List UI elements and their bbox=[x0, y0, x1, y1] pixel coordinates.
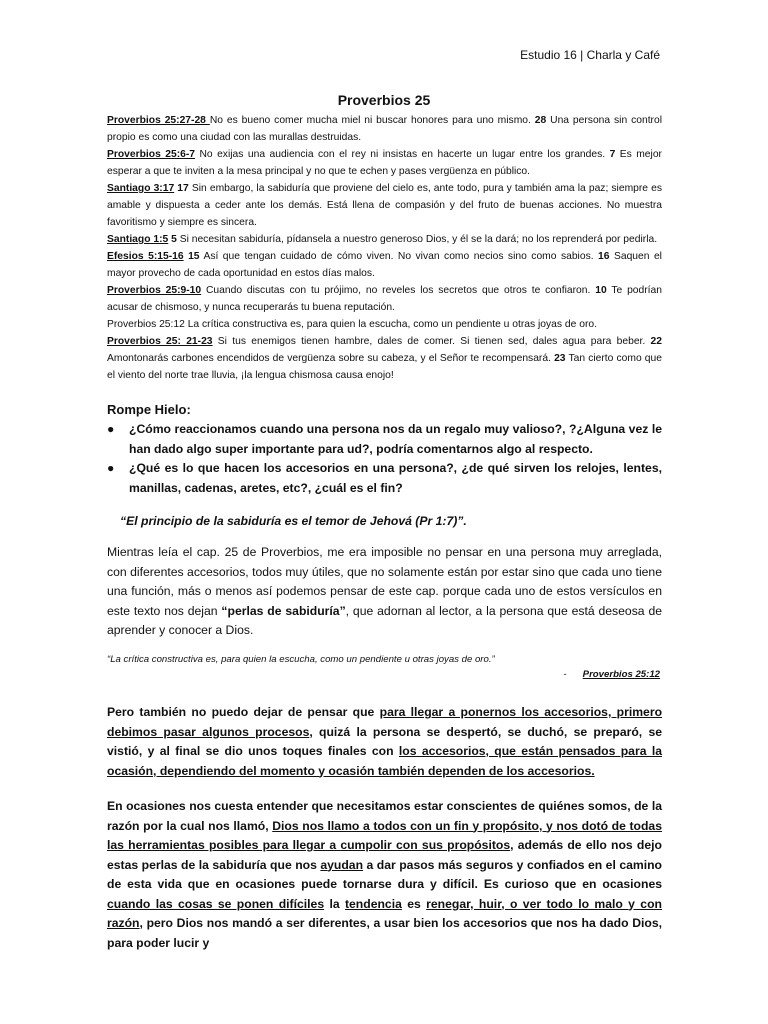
verse-text: Tan cierto como que el viento del norte trae lluvia, ¡la lengua chismosa causa enojo! bbox=[107, 353, 662, 381]
quote-citation bbox=[563, 669, 660, 680]
underlined-text: tendencia bbox=[344, 896, 402, 911]
verse-entry bbox=[107, 282, 662, 316]
verse-text: Sin embargo, la sabiduría que proviene del cielo es, ante todo, pura y también ama la paz; siempre es amable y dispuesta a ceder ante los demás. Está llena de compasión y del fruto de buenas acciones. No muestra favoritismo y siempre es sincera. bbox=[107, 183, 662, 228]
text-run: En ocasiones nos cuesta entender que necesitamos estar conscientes de quiénes somos, de la razón por la cual nos llamó, bbox=[107, 799, 662, 833]
verse-number: 22 bbox=[650, 336, 663, 347]
verse-reference: Proverbios 25:27-28 bbox=[107, 115, 210, 126]
verse-number: 10 bbox=[595, 285, 607, 296]
bullet-icon: ● bbox=[107, 461, 115, 475]
verse-text: Cuando discutas con tu prójimo, no reveles los secretos que otros te confiaron. bbox=[201, 285, 596, 296]
verse-number: 23 bbox=[554, 353, 566, 364]
text-run: es bbox=[401, 896, 427, 911]
underlined-text: cuando las cosas se ponen difíciles bbox=[107, 896, 325, 911]
verse-number: 17 bbox=[177, 183, 189, 194]
underlined-text: ayudan bbox=[320, 857, 364, 872]
underlined-text: Dios nos llamo a todos con un fin y propósito, y nos dotó de todas las herramientas posibles para llegar a cumpolir con sus propósitos bbox=[107, 818, 662, 852]
verse-reference: Santiago 3:17 bbox=[107, 183, 175, 194]
verse-number: 28 bbox=[534, 115, 547, 126]
paragraph-processes bbox=[107, 703, 662, 781]
verse-text: Proverbios 25:12 La crítica constructiva es, para quien la escucha, como un pendiente u otras joyas de oro. bbox=[107, 319, 597, 330]
page-header: Estudio 16 | Charla y Café bbox=[520, 48, 660, 62]
underlined-text: para llegar a ponernos los accesorios, primero debimos pasar algunos procesos bbox=[107, 705, 663, 739]
text-run: , además de ello nos dejo estas perlas de la sabiduría que nos bbox=[107, 838, 662, 872]
paragraph-intro bbox=[107, 543, 662, 641]
verse-text: Amontonarás carbones encendidos de vergüenza sobre su cabeza, y el Señor te recompensará. bbox=[107, 353, 555, 364]
bullet-icon: ● bbox=[107, 422, 115, 436]
verse-list bbox=[107, 112, 662, 384]
verse-text: Te podrían acusar de chismoso, y nunca recuperarás tu buena reputación. bbox=[107, 285, 662, 313]
verse-number: 5 bbox=[171, 234, 177, 245]
underlined-text: los accesorios, que están pensados para la ocasión, dependiendo del momento y ocasión también dependen de los accesorios. bbox=[107, 744, 662, 778]
verse-text: No exijas una audiencia con el rey ni insistas en hacerte un lugar entre los grandes. bbox=[195, 149, 610, 160]
verse-text: Así que tengan cuidado de cómo viven. No vivan como necios sino como sabios. bbox=[199, 251, 599, 262]
main-quote: “El principio de la sabiduría es el temor de Jehová (Pr 1:7)”. bbox=[120, 514, 467, 528]
underlined-text: renegar, huir, o ver todo lo malo y con razón bbox=[107, 896, 662, 930]
list-item bbox=[107, 420, 662, 459]
list-item bbox=[107, 459, 662, 498]
citation-reference: Proverbios 25:12 bbox=[582, 669, 660, 680]
verse-entry bbox=[107, 180, 662, 231]
text-run: Mientras leía el cap. 25 de Proverbios, me era imposible no pensar en una persona muy arreglada, con diferentes accesorios, todos muy útiles, que no solamente están por estar sino que cada uno tiene una función, más o menos así podemos pensar de este cap. porque cada uno de estos versículos en este texto nos dejan bbox=[107, 545, 662, 618]
proverb-quote: “La crítica constructiva es, para quien la escucha, como un pendiente u otras joyas de oro.” bbox=[107, 654, 495, 665]
verse-entry bbox=[107, 231, 662, 248]
verse-entry bbox=[107, 248, 662, 282]
verse-entry bbox=[107, 316, 662, 333]
text-run: Pero también no puedo dejar de pensar que bbox=[107, 705, 380, 719]
verse-text: Saquen el mayor provecho de cada oportunidad en estos días malos. bbox=[107, 251, 662, 279]
text-run: , que adornan al lector, a la persona que está deseosa de aprender y conocer a Dios. bbox=[107, 603, 662, 637]
verse-entry bbox=[107, 333, 662, 384]
verse-entry bbox=[107, 146, 662, 180]
verse-text: No es bueno comer mucha miel ni buscar honores para uno mismo. bbox=[209, 115, 535, 126]
text-run: la bbox=[324, 896, 345, 911]
text-run: a dar pasos más seguros y confiados en el camino de esta vida que en ocasiones puede tornarse dura y difícil. Es curioso que en ocasiones bbox=[107, 857, 663, 891]
verse-number: 16 bbox=[598, 251, 610, 262]
paragraph-purpose bbox=[107, 797, 662, 953]
bold-text: “perlas de sabiduría” bbox=[221, 603, 346, 618]
rompe-hielo-list bbox=[107, 420, 662, 498]
text-run: , quizá la persona se despertó, se duchó, se preparó, se vistió, y al final se dio unos toques finales con bbox=[107, 724, 662, 758]
verse-entry bbox=[107, 112, 662, 146]
verse-reference: Proverbios 25:6-7 bbox=[107, 149, 196, 160]
verse-number: 15 bbox=[188, 251, 200, 262]
verse-reference: Proverbios 25:9-10 bbox=[107, 285, 202, 296]
page-title: Proverbios 25 bbox=[337, 92, 431, 108]
rompe-hielo-question: ¿Cómo reaccionamos cuando una persona nos da un regalo muy valioso?, ?¿Alguna vez le han dado algo super importante para ud?, podría comentarnos algo al respecto. bbox=[129, 422, 662, 456]
verse-text: Si tus enemigos tienen hambre, dales de comer. Si tienen sed, dales agua para beber. bbox=[212, 336, 651, 347]
citation-dash: - bbox=[563, 669, 567, 680]
text-run: , pero Dios nos mandó a ser diferentes, a usar bien los accesorios que nos ha dado Dios, para poder lucir y bbox=[107, 916, 662, 950]
verse-text: Es mejor esperar a que te inviten a la mesa principal y no que te echen y pases vergüenza en público. bbox=[107, 149, 662, 177]
rompe-hielo-title: Rompe Hielo: bbox=[107, 402, 191, 417]
verse-reference: Efesios 5:15-16 bbox=[107, 251, 184, 262]
verse-reference: Proverbios 25: 21-23 bbox=[107, 336, 213, 347]
verse-number: 7 bbox=[609, 149, 616, 160]
verse-text: Si necesitan sabiduría, pídansela a nuestro generoso Dios, y él se la dará; no los reprenderá por pedirla. bbox=[176, 234, 658, 245]
verse-reference: Santiago 1:5 bbox=[107, 234, 169, 245]
verse-text: Una persona sin control propio es como una ciudad con las murallas destruidas. bbox=[107, 115, 662, 143]
rompe-hielo-question: ¿Qué es lo que hacen los accesorios en una persona?, ¿de qué sirven los relojes, lentes, manillas, cadenas, aretes, etc?, ¿cuál es el fin? bbox=[129, 461, 662, 495]
